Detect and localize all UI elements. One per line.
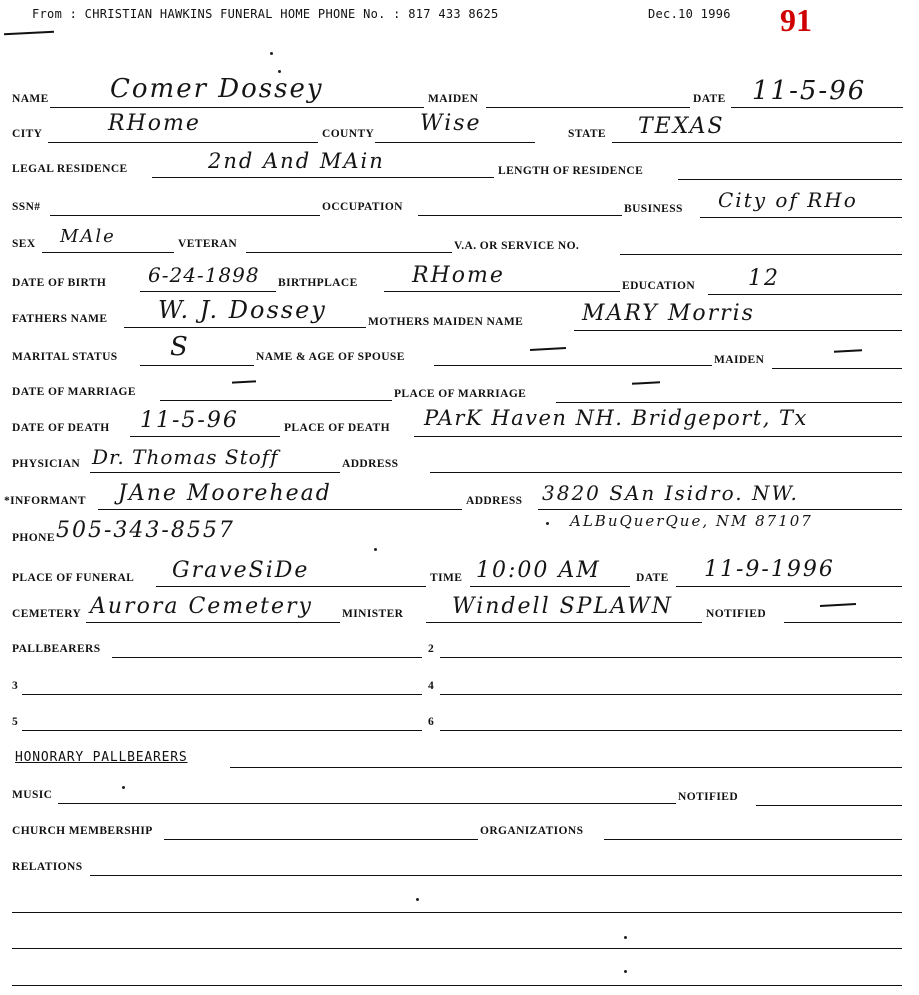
line-place-of-death	[414, 436, 902, 437]
line-music	[58, 803, 676, 804]
value-birthplace: RHome	[412, 263, 505, 288]
label-name-age-spouse: NAME & AGE OF SPOUSE	[256, 351, 405, 363]
dash-mark	[530, 347, 566, 351]
label-physician-address: ADDRESS	[342, 458, 399, 470]
line-mothers-maiden-name	[574, 330, 902, 331]
line-honorary-pallbearers	[230, 767, 902, 768]
line-pallbearer-5	[22, 730, 422, 731]
line-state	[612, 142, 902, 143]
value-place-of-death: PArK Haven NH. Bridgeport, Tx	[424, 406, 808, 430]
label-maiden-spouse: MAIDEN	[714, 354, 765, 366]
line-church-membership	[164, 839, 478, 840]
scan-speck	[122, 786, 125, 789]
label-cemetery: CEMETERY	[12, 608, 82, 620]
value-mothers-maiden-name: MARY Morris	[582, 301, 755, 326]
label-maiden: MAIDEN	[428, 93, 479, 105]
value-phone: 505-343-8557	[56, 518, 235, 543]
label-state: STATE	[568, 128, 607, 140]
line-marital-status	[140, 365, 254, 366]
line-business	[700, 217, 902, 218]
label-pallbearer-3: 3	[12, 680, 19, 692]
label-date-of-marriage: DATE OF MARRIAGE	[12, 386, 136, 398]
label-honorary-pallbearers: HONORARY PALLBEARERS	[15, 750, 188, 765]
label-music: MUSIC	[12, 789, 53, 801]
line-legal-residence	[152, 177, 494, 178]
line-county	[375, 142, 535, 143]
label-organizations: ORGANIZATIONS	[480, 825, 584, 837]
label-minister: MINISTER	[342, 608, 404, 620]
label-birthplace: BIRTHPLACE	[278, 277, 358, 289]
line-relations-4	[12, 985, 902, 986]
line-va-service-no	[620, 254, 902, 255]
label-legal-residence: LEGAL RESIDENCE	[12, 163, 128, 175]
dash-mark	[232, 380, 256, 383]
label-length-of-residence: LENGTH OF RESIDENCE	[498, 165, 644, 177]
scan-speck	[624, 936, 627, 939]
value-marital-status: S	[170, 332, 190, 362]
value-place-of-funeral: GraveSiDe	[172, 558, 310, 583]
line-pallbearer-4	[440, 694, 902, 695]
line-fathers-name	[124, 327, 366, 328]
label-pallbearer-4: 4	[428, 680, 435, 692]
label-church-membership: CHURCH MEMBERSHIP	[12, 825, 153, 837]
label-county: COUNTY	[322, 128, 375, 140]
label-pallbearer-6: 6	[428, 716, 435, 728]
label-occupation: OCCUPATION	[322, 201, 403, 213]
value-sex: MAle	[60, 226, 116, 247]
label-notified: NOTIFIED	[706, 608, 767, 620]
line-pallbearer-1	[112, 657, 422, 658]
label-sex: SEX	[12, 238, 36, 250]
line-informant	[98, 509, 462, 510]
line-music-notified	[756, 805, 902, 806]
label-physician: PHYSICIAN	[12, 458, 81, 470]
label-music-notified: NOTIFIED	[678, 791, 739, 803]
value-date-of-birth: 6-24-1898	[148, 263, 260, 287]
scan-mark	[4, 31, 54, 36]
label-date-of-death: DATE OF DEATH	[12, 422, 110, 434]
value-funeral-date: 11-9-1996	[704, 557, 835, 582]
line-pallbearer-3	[22, 694, 422, 695]
label-education: EDUCATION	[622, 280, 696, 292]
value-date: 11-5-96	[752, 76, 867, 106]
scan-speck	[278, 70, 281, 73]
line-birthplace	[384, 291, 620, 292]
label-pallbearers: PALLBEARERS	[12, 643, 101, 655]
value-education: 12	[748, 266, 780, 291]
line-informant-address	[538, 509, 902, 510]
line-date-of-marriage	[160, 400, 392, 401]
value-fathers-name: W. J. Dossey	[158, 296, 327, 324]
line-length-of-residence	[678, 179, 902, 180]
label-va-service-no: V.A. OR SERVICE NO.	[454, 240, 580, 252]
value-minister: Windell SPLAWN	[452, 594, 673, 619]
line-city	[48, 142, 318, 143]
line-sex	[42, 252, 174, 253]
label-pallbearer-5: 5	[12, 716, 19, 728]
line-date-of-death	[130, 436, 280, 437]
dash-mark	[632, 381, 660, 384]
label-name: NAME	[12, 93, 49, 105]
value-legal-residence: 2nd And MAin	[208, 149, 385, 173]
label-fathers-name: FATHERS NAME	[12, 313, 108, 325]
line-relations	[90, 875, 902, 876]
label-funeral-date: DATE	[636, 572, 669, 584]
line-pallbearer-2	[440, 657, 902, 658]
value-state: TEXAS	[638, 114, 725, 139]
line-relations-2	[12, 912, 902, 913]
scan-speck	[416, 898, 419, 901]
value-informant: JAne Moorehead	[118, 481, 332, 506]
label-place-of-marriage: PLACE OF MARRIAGE	[394, 388, 527, 400]
label-informant-address: ADDRESS	[466, 495, 523, 507]
fax-header-line: From : CHRISTIAN HAWKINS FUNERAL HOME PHONE No. : 817 433 8625	[32, 7, 499, 21]
scan-speck	[270, 52, 273, 55]
value-county: Wise	[420, 111, 482, 136]
value-date-of-death: 11-5-96	[140, 408, 239, 433]
line-date	[731, 107, 903, 108]
value-business: City of RHo	[718, 188, 858, 212]
value-informant-address-line2: ALBuQuerQue, NM 87107	[570, 512, 813, 530]
label-time: TIME	[430, 572, 463, 584]
line-notified	[784, 622, 902, 623]
dash-mark	[834, 349, 862, 352]
line-maiden-spouse	[772, 368, 902, 369]
label-place-of-death: PLACE OF DEATH	[284, 422, 390, 434]
label-marital-status: MARITAL STATUS	[12, 351, 118, 363]
line-physician-address	[430, 472, 902, 473]
label-date: DATE	[693, 93, 726, 105]
dash-mark	[820, 603, 856, 607]
line-cemetery	[86, 622, 340, 623]
line-maiden	[486, 107, 690, 108]
scan-speck	[546, 522, 549, 525]
label-date-of-birth: DATE OF BIRTH	[12, 277, 107, 289]
line-relations-3	[12, 948, 902, 949]
value-time: 10:00 AM	[476, 558, 601, 583]
label-mothers-maiden-name: MOTHERS MAIDEN NAME	[368, 316, 524, 328]
line-education	[708, 294, 902, 295]
label-place-of-funeral: PLACE OF FUNERAL	[12, 572, 135, 584]
value-cemetery: Aurora Cemetery	[90, 594, 313, 619]
line-organizations	[604, 839, 902, 840]
scan-speck	[624, 970, 627, 973]
label-business: BUSINESS	[624, 203, 683, 215]
value-city: RHome	[108, 111, 201, 136]
value-informant-address: 3820 SAn Isidro. NW.	[542, 481, 799, 505]
value-name: Comer Dossey	[110, 74, 324, 104]
label-city: CITY	[12, 128, 43, 140]
line-minister	[426, 622, 702, 623]
line-time	[470, 586, 630, 587]
label-relations: RELATIONS	[12, 861, 83, 873]
line-name	[50, 107, 424, 108]
line-name-age-spouse	[434, 365, 712, 366]
label-pallbearer-2: 2	[428, 643, 435, 655]
value-physician: Dr. Thomas Stoff	[92, 445, 279, 469]
line-ssn	[50, 215, 320, 216]
line-physician	[90, 472, 340, 473]
line-place-of-funeral	[156, 586, 426, 587]
label-ssn: SSN#	[12, 201, 41, 213]
line-pallbearer-6	[440, 730, 902, 731]
scan-speck	[374, 548, 377, 551]
line-date-of-birth	[140, 291, 276, 292]
line-funeral-date	[676, 586, 902, 587]
line-occupation	[418, 215, 622, 216]
line-veteran	[246, 252, 452, 253]
label-informant: *INFORMANT	[4, 495, 86, 507]
line-place-of-marriage	[556, 402, 902, 403]
fax-header-date: Dec.10 1996	[648, 7, 731, 21]
label-veteran: VETERAN	[178, 238, 238, 250]
page-number: 91	[780, 2, 812, 38]
label-phone: PHONE	[12, 532, 55, 544]
